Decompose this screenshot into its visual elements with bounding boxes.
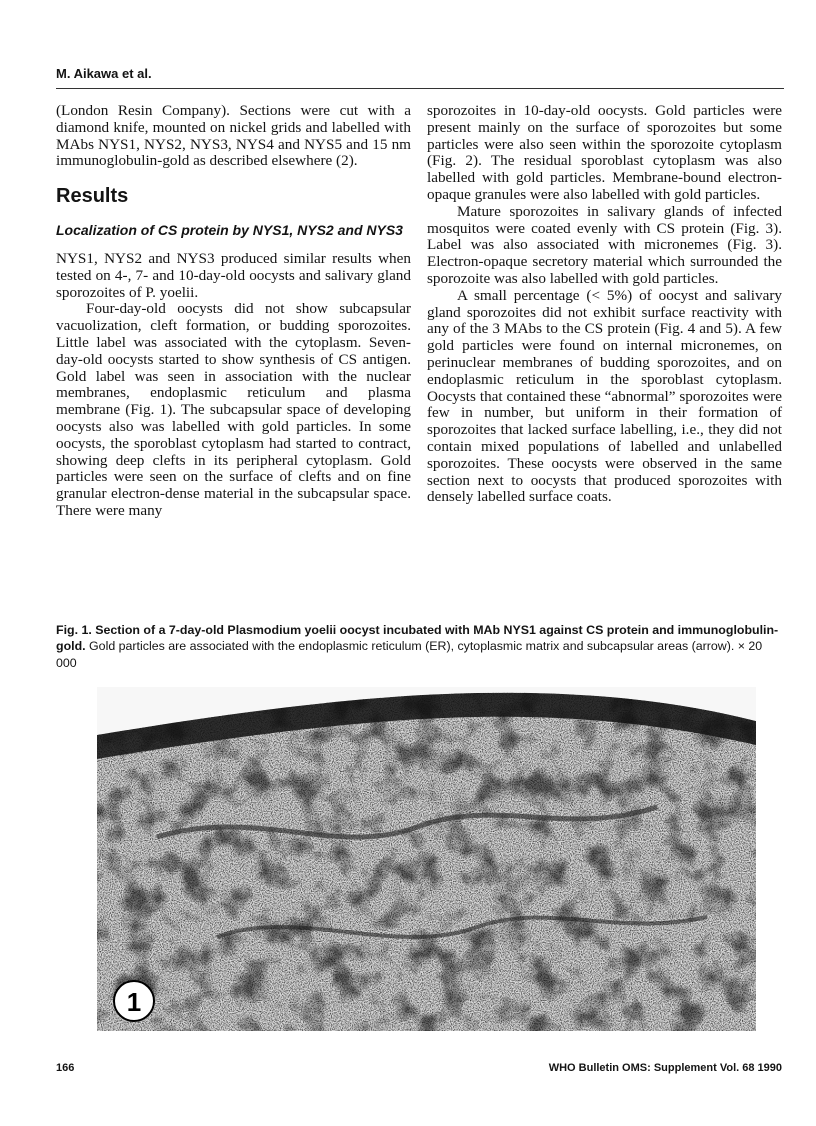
journal-footer: WHO Bulletin OMS: Supplement Vol. 68 1990 bbox=[548, 1062, 782, 1074]
results-heading: Results bbox=[56, 185, 129, 208]
electron-micrograph bbox=[97, 687, 756, 1031]
results-paragraph-4: Mature sporozoites in salivary glands of infected mosquitos were coated evenly with CS protein (Fig. 3). Label was also associated with micronemes (Fig. 3). Electron-opaque secretory material which surrounded the sporozoite was also labelled with gold particles. bbox=[427, 202, 782, 287]
localization-subheading: Localization of CS protein by NYS1, NYS2 and NYS3 bbox=[56, 221, 403, 238]
results-paragraph-5: A small percentage (< 5%) of oocyst and salivary gland sporozoites did not exhibit surface reactivity with any of the 3 MAbs to the CS protein (Fig. 4 and 5). A few gold particles were found on internal micronemes, on perinuclear membranes of budding sporozoites, and on endoplasmic reticulum in the sporoblast cytoplasm. Oocysts that contained these “abnormal” sporozoites were few in number, but uniform in their formation of sporozoites that lacked surface labelling, i.e., they did not contain mixed populations of labelled and unlabelled sporozoites. These oocysts were observed in the same section next to oocysts that produced sporozoites with densely labelled surface coats. bbox=[427, 286, 782, 506]
right-column bbox=[427, 103, 782, 506]
page-number: 166 bbox=[56, 1062, 75, 1074]
results-paragraph-1: NYS1, NYS2 and NYS3 produced similar results when tested on 4-, 7- and 10-day-old oocysts and salivary gland sporozoites of P. yoelii. bbox=[56, 249, 411, 301]
running-header: M. Aikawa et al. bbox=[56, 66, 152, 81]
left-column bbox=[56, 103, 411, 520]
figure-caption-title: Fig. 1. Section of a 7-day-old Plasmodium yoelii oocyst incubated with MAb NYS1 against CS protein and immunoglobulin-gold. bbox=[56, 623, 779, 654]
intro-paragraph: (London Resin Company). Sections were cut with a diamond knife, mounted on nickel grids and labelled with MAbs NYS1, NYS2, NYS3, NYS4 and NYS5 and 15 nm immunoglobulin-gold as described elsewhere (2). bbox=[56, 102, 411, 170]
results-paragraph-3: sporozoites in 10-day-old oocysts. Gold particles were present mainly on the surface of sporozoites but some particles were also seen within the sporozoite cytoplasm (Fig. 2). The residual sporoblast cytoplasm was also labelled with gold particles. Membrane-bound electron-opaque granules were also labelled with gold particles. bbox=[427, 102, 782, 203]
results-paragraph-2: Four-day-old oocysts did not show subcapsular vacuolization, cleft formation, or budding sporozoites. Little label was associated with the cytoplasm. Seven-day-old oocysts started to show synthesis of CS antigen. Gold label was seen in association with the nuclear membranes, endoplasmic reticulum and plasma membrane (Fig. 1). The subcapsular space of developing oocysts also was labelled with gold particles. In some oocysts, the sporoblast cytoplasm had started to contract, showing deep clefts in its peripheral cytoplasm. Gold particles were seen on the surface of clefts and on fine granular electron-dense material in the subcapsular space. There were many bbox=[56, 300, 411, 519]
oocyst-section bbox=[97, 687, 756, 1031]
figure-caption-text: Gold particles are associated with the endoplasmic reticulum (ER), cytoplasmic matrix and subcapsular areas (arrow). × 20 000 bbox=[56, 639, 763, 670]
header-rule bbox=[56, 88, 784, 89]
panel-number: 1 bbox=[126, 987, 142, 1017]
figure-caption bbox=[56, 622, 784, 671]
